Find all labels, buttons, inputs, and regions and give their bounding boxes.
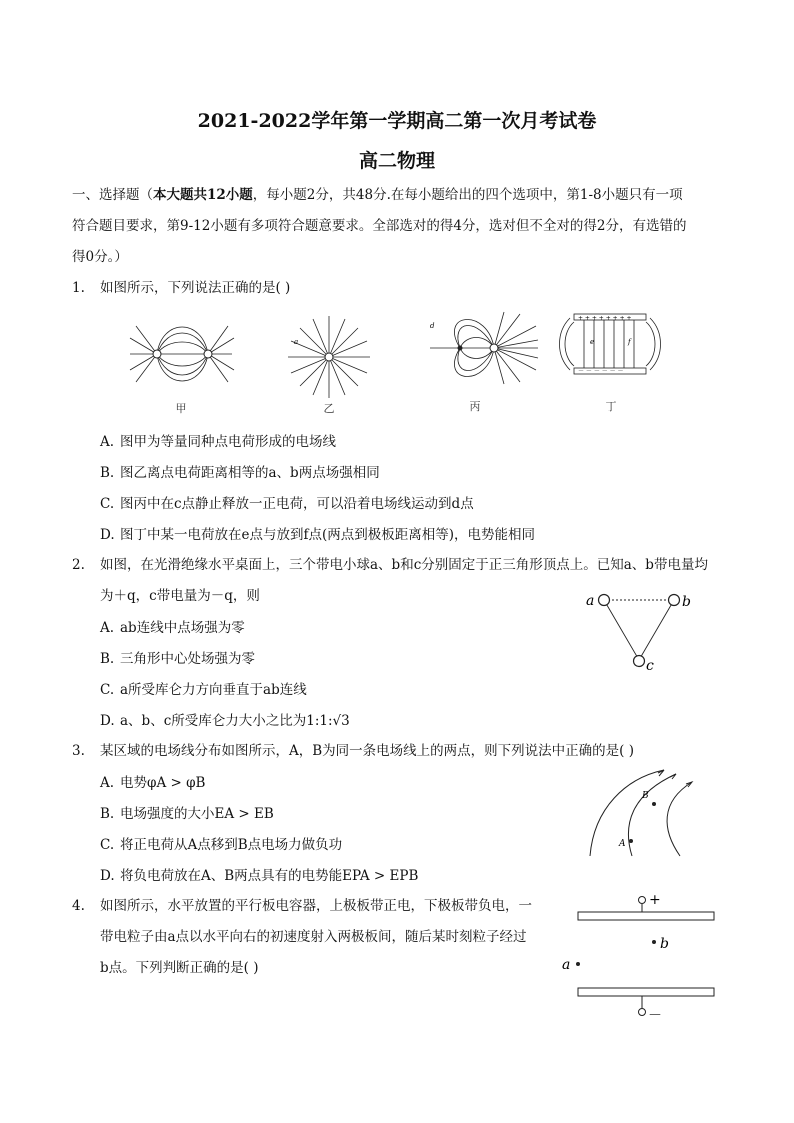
q2-stem: 如图，在光滑绝缘水平桌面上，三个带电小球a、b和c分别固定于正三角形顶点上。已知a、b带电量均 为＋q，c带电量为－q，则 — [100, 557, 708, 604]
q2-option-c[interactable]: C. a所受库仑力方向垂直于ab连线 — [100, 682, 307, 698]
q2-option-b[interactable]: B. 三角形中心处场强为零 — [100, 651, 255, 667]
q3-field-lines-figure — [576, 768, 696, 860]
q1-figure-label-jia: 甲 — [175, 402, 187, 415]
svg-text:+ + + + + + + +: + + + + + + + + — [578, 315, 632, 322]
q3-option-a[interactable]: A. 电势φA > φB — [100, 775, 206, 791]
q1-option-b[interactable]: B. 图乙离点电荷距离相等的a、b两点场强相同 — [100, 465, 380, 481]
q1-figure-label-yi: 乙 — [323, 402, 335, 415]
exam-title: 2021-2022学年第一学期高二第一次月考试卷 — [197, 110, 597, 132]
q2-label-c: c — [646, 658, 654, 674]
q3-option-b[interactable]: B. 电场强度的大小EA > EB — [100, 806, 274, 822]
q1-figure-label-ding: 丁 — [605, 400, 617, 413]
q1-figure-ding — [566, 312, 658, 388]
q4-label-a: a — [562, 957, 571, 973]
q1-option-c[interactable]: C. 图丙中在c点静止释放一正电荷，可以沿着电场线运动到d点 — [100, 496, 474, 512]
q1-stem: 如图所示，下列说法正确的是( ) — [100, 280, 291, 296]
q4-number: 4. — [72, 898, 85, 914]
svg-text:e: e — [590, 338, 595, 346]
exam-subtitle: 高二物理 — [358, 150, 435, 172]
q4-label-b: b — [660, 936, 669, 952]
q4-label-minus: － — [648, 1008, 662, 1024]
q4-capacitor-figure — [556, 888, 722, 1022]
q1-figure-yi — [286, 314, 372, 400]
q2-option-a[interactable]: A. ab连线中点场强为零 — [100, 620, 245, 636]
q3-label-a: A — [619, 839, 626, 849]
q3-number: 3. — [72, 743, 85, 759]
q3-label-b: B — [642, 791, 649, 801]
q2-label-b: b — [682, 594, 691, 610]
svg-text:a: a — [294, 338, 299, 346]
q2-triangle-figure — [584, 588, 694, 672]
q3-stem: 某区域的电场线分布如图所示，A，B为同一条电场线上的两点，则下列说法中正确的是( ) — [100, 743, 634, 759]
section-instructions: 一、选择题（本大题共12小题，每小题2分，共48分.在每小题给出的四个选项中，第1-8小题只有一项 符合题目要求，第9-12小题有多项符合题意要求。全部选对的得4分，选对但不全对的得2分，有选错的 得0分。） — [72, 187, 687, 265]
q3-option-d[interactable]: D. 将负电荷放在A、B两点具有的电势能EPA > EPB — [100, 868, 419, 884]
q4-stem: 如图所示，水平放置的平行板电容器，上极板带正电，下极板带负电，一 带电粒子由a点以水平向右的初速度射入两极板间，随后某时刻粒子经过 b点。下列判断正确的是( ) — [100, 898, 532, 976]
q1-option-d[interactable]: D. 图丁中某一电荷放在e点与放到f点(两点到极板距离相等)，电势能相同 — [100, 527, 536, 543]
svg-text:f: f — [628, 338, 631, 346]
q1-figure-jia — [122, 318, 240, 398]
q1-figure-bing — [428, 312, 540, 392]
q1-figure-label-bing: 丙 — [469, 400, 481, 413]
q2-label-a: a — [586, 593, 595, 609]
q2-number: 2. — [72, 557, 85, 573]
q3-option-c[interactable]: C. 将正电荷从A点移到B点电场力做负功 — [100, 837, 343, 853]
q4-label-plus: + — [649, 892, 661, 908]
q1-number: 1. — [72, 280, 85, 296]
svg-text:－ － － － － －: － － － － － － — [578, 368, 624, 375]
svg-text:d: d — [430, 322, 435, 330]
q1-option-a[interactable]: A. 图甲为等量同种点电荷形成的电场线 — [100, 434, 336, 450]
q2-option-d[interactable]: D. a、b、c所受库仑力大小之比为1:1:√3 — [100, 713, 350, 729]
